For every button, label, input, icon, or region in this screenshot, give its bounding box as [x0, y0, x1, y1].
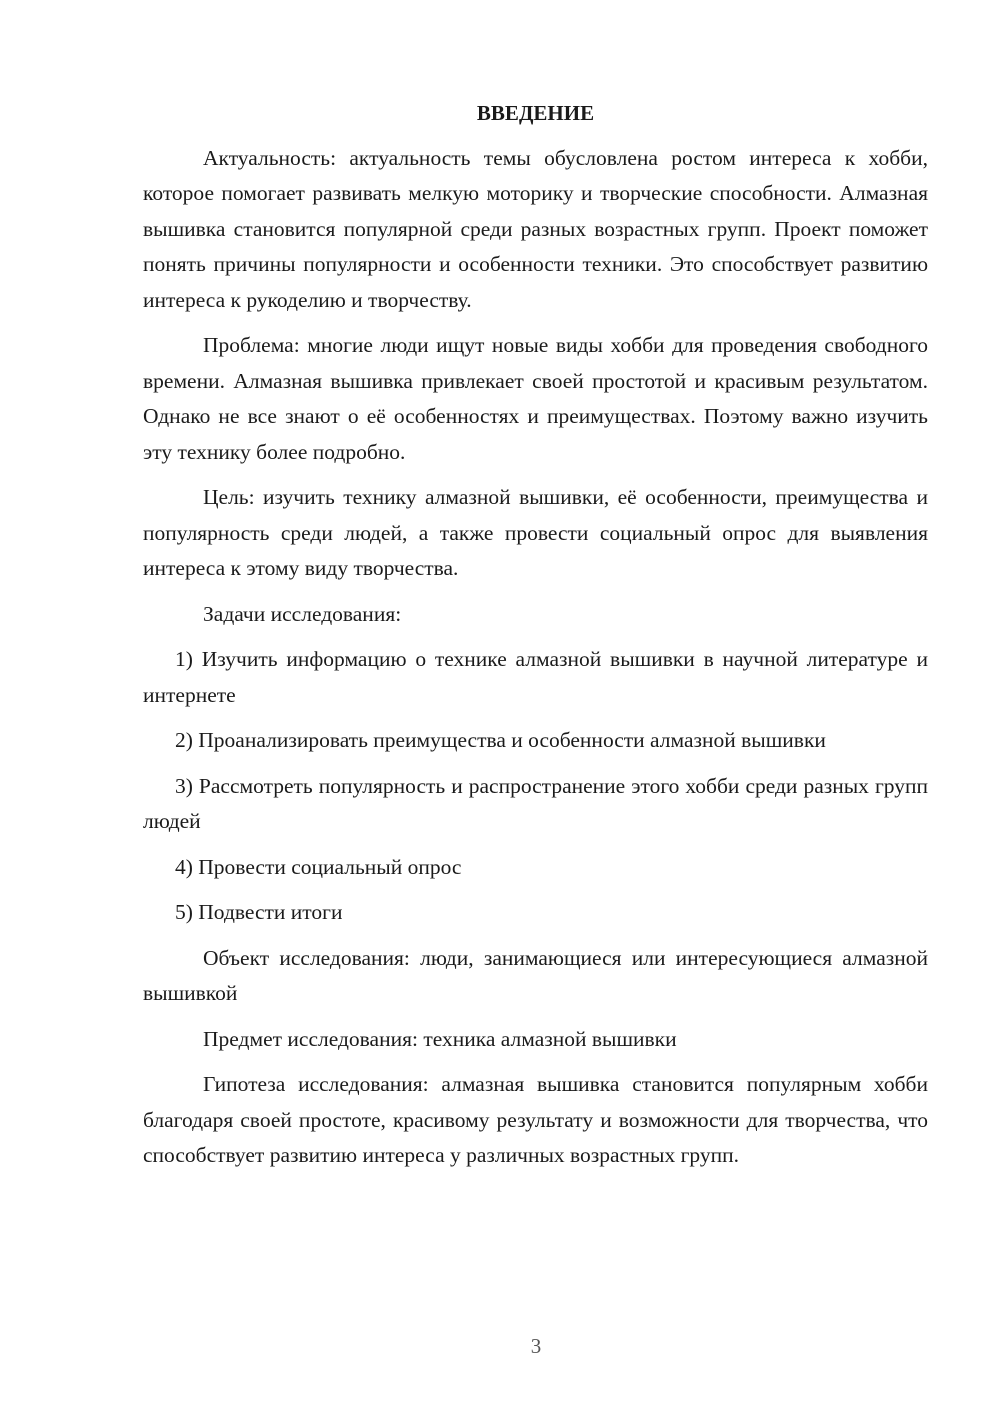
- task-item-4: 4) Провести социальный опрос: [175, 854, 462, 879]
- section-title: ВВЕДЕНИЕ: [476, 101, 595, 125]
- relevance-paragraph: Актуальность: актуальность темы обусловлена ростом интереса к хобби, которое помогает развивать мелкую моторику и творческие способности. Алмазная вышивка становится популярной среди разных возрастных групп. Проект поможет понять причины популярности и особенности техники. Это способствует развитию интереса к рукоделию и творчеству.: [143, 145, 928, 312]
- task-item-5: 5) Подвести итоги: [175, 900, 343, 924]
- page-number: 3: [530, 1334, 542, 1358]
- object-paragraph: Объект исследования: люди, занимающиеся или интересующиеся алмазной вышивкой: [143, 945, 928, 1005]
- tasks-heading: Задачи исследования:: [203, 601, 402, 626]
- page-content: [143, 96, 928, 1174]
- subject-paragraph: Предмет исследования: техника алмазной вышивки: [203, 1026, 677, 1051]
- task-item-1: 1) Изучить информацию о технике алмазной вышивки в научной литературе и интернете: [143, 647, 928, 707]
- problem-paragraph: Проблема: многие люди ищут новые виды хобби для проведения свободного времени. Алмазная вышивка привлекает своей простотой и красивым результатом. Однако не все знают о её особенностях и преимуществах. Поэтому важно изучить эту технику более подробно.: [143, 333, 928, 464]
- task-item-3: 3) Рассмотреть популярность и распространение этого хобби среди разных групп людей: [143, 773, 928, 833]
- hypothesis-paragraph: Гипотеза исследования: алмазная вышивка становится популярным хобби благодаря своей простоте, красивому результату и возможности для творчества, что способствует развитию интереса у различных возрастных групп.: [143, 1072, 928, 1167]
- task-item-2: 2) Проанализировать преимущества и особенности алмазной вышивки: [175, 728, 826, 752]
- goal-paragraph: Цель: изучить технику алмазной вышивки, её особенности, преимущества и популярность среди людей, а также провести социальный опрос для выявления интереса к этому виду творчества.: [143, 485, 928, 580]
